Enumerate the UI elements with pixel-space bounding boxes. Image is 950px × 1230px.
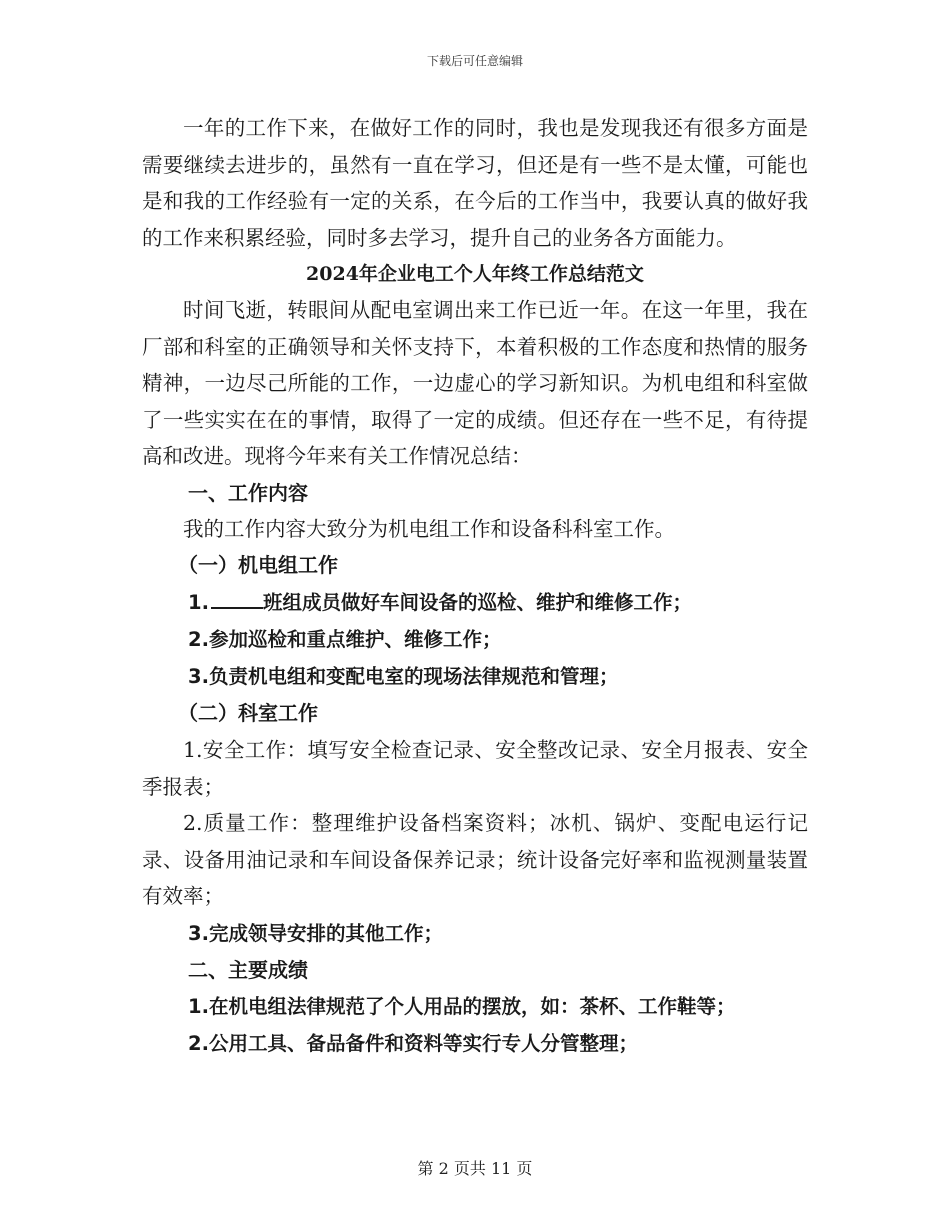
- sub2-item2: 2.质量工作：整理维护设备档案资料；冰机、锅炉、变配电运行记录、设备用油记录和车间设备保养记录；统计设备完好率和监视测量装置有效率；: [142, 811, 808, 908]
- sub2-item3: 3.完成领导安排的其他工作；: [188, 921, 443, 945]
- sub1-heading: （一）机电组工作: [178, 553, 338, 577]
- sub1-item1-text: 班组成员做好车间设备的巡检、维护和维修工作；: [262, 591, 692, 614]
- section2-heading: 二、主要成绩: [188, 957, 308, 982]
- sub1-item3: 3.负责机电组和变配电室的现场法律规范和管理；: [188, 665, 619, 688]
- sub1-item1-prefix: 1.: [188, 591, 209, 614]
- document-title: 2024年企业电工个人年终工作总结范文: [306, 263, 644, 285]
- section1-heading: 一、工作内容: [188, 480, 308, 505]
- page-footer: 第 2 页共 11 页: [417, 1159, 533, 1178]
- sub1-item1: [142, 584, 808, 621]
- section1-intro: 我的工作内容大致分为机电组工作和设备科科室工作。: [183, 516, 675, 541]
- fill-blank: [211, 589, 263, 609]
- section2-item2: 2.公用工具、备品备件和资料等实行专人分管整理；: [188, 1031, 638, 1055]
- sub1-item2: 2.参加巡检和重点维护、维修工作；: [188, 628, 502, 651]
- document-body: [142, 110, 808, 1062]
- sub2-heading: （二）科室工作: [178, 701, 318, 725]
- section2-item1: 1.在机电组法律规范了个人用品的摆放，如：茶杯、工作鞋等；: [188, 994, 736, 1018]
- intro-paragraph: 一年的工作下来，在做好工作的同时，我也是发现我还有很多方面是需要继续去进步的，虽然有一直在学习，但还是有一些不是太懂，可能也是和我的工作经验有一定的关系，在今后的工作当中，我要认真的做好我的工作来积累经验，同时多去学习，提升自己的业务各方面能力。: [142, 116, 808, 250]
- sub2-item1: 1.安全工作：填写安全检查记录、安全整改记录、安全月报表、安全季报表；: [142, 738, 808, 799]
- opening-paragraph: 时间飞逝，转眼间从配电室调出来工作已近一年。在这一年里，我在厂部和科室的正确领导和关怀支持下，本着积极的工作态度和热情的服务精神，一边尽己所能的工作，一边虚心的学习新知识。为机电组和科室做了一些实实在在的事情，取得了一定的成绩。但还存在一些不足，有待提高和改进。现将今年来有关工作情况总结：: [142, 298, 808, 468]
- page-header: 下载后可任意编辑: [426, 54, 523, 68]
